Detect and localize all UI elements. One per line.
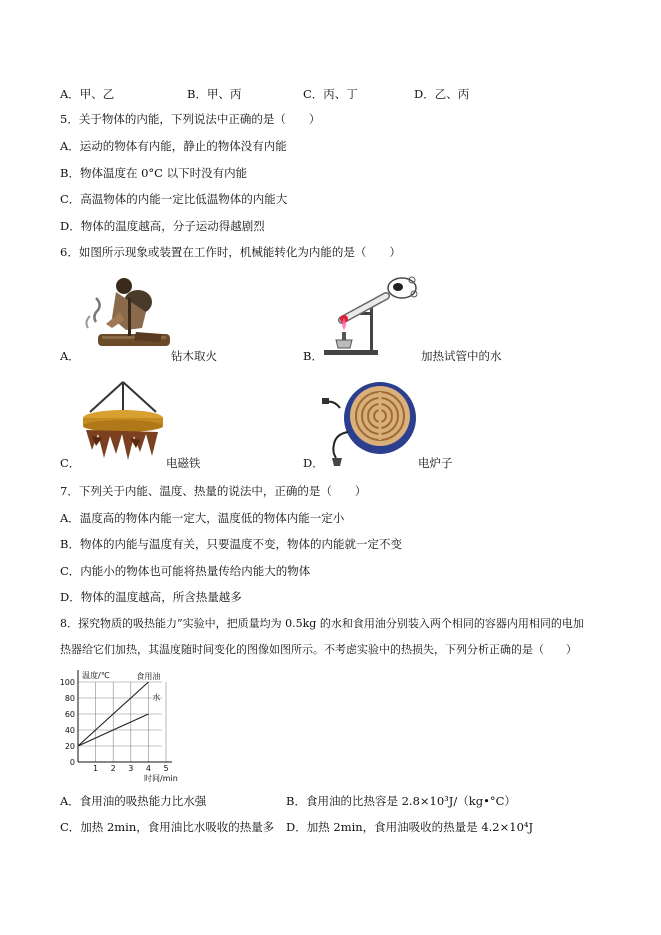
q7-option-c[interactable]: C．内能小的物体也可能将热量传给内能大的物体 — [60, 564, 311, 578]
y-tick-label: 60 — [64, 710, 75, 719]
x-tick-label: 3 — [128, 764, 134, 773]
q5-option-a[interactable]: A．运动的物体有内能，静止的物体没有内能 — [60, 139, 287, 153]
x-tick-label: 5 — [163, 764, 169, 773]
q5-option-b[interactable]: B．物体温度在 0°C 以下时没有内能 — [60, 166, 248, 180]
q6-stem: 6．如图所示现象或装置在工作时，机械能转化为内能的是（ ） — [60, 245, 401, 259]
q7-option-d[interactable]: D．物体的温度越高，所含热量越多 — [60, 590, 242, 604]
y-axis-label: 温度/℃ — [82, 671, 110, 680]
drilling-wood-fire-icon — [76, 272, 176, 358]
heating-test-tube-icon — [322, 272, 422, 358]
x-tick-label: 4 — [145, 764, 151, 773]
q6-option-b-letter[interactable]: B． — [303, 349, 323, 363]
q7-option-b[interactable]: B．物体的内能与温度有关，只要温度不变，物体的内能就一定不变 — [60, 537, 402, 551]
temperature-time-chart — [56, 666, 186, 784]
q5-option-d[interactable]: D．物体的温度越高，分子运动得越剧烈 — [60, 219, 265, 233]
series-label-1: 水 — [152, 693, 161, 702]
q4-option-c[interactable]: C．丙、丁 — [303, 87, 358, 101]
q6-option-d-caption: 电炉子 — [418, 456, 453, 470]
x-tick-label: 2 — [110, 764, 116, 773]
q6-option-b-caption: 加热试管中的水 — [421, 349, 502, 363]
q8-stem-line1: 8．探究物质的吸热能力”实验中，把质量均为 0.5kg 的水和食用油分别装入两个相同的容器内用相同的电加 — [60, 617, 584, 630]
y-tick-label: 20 — [64, 742, 75, 751]
y-tick-label: 40 — [64, 726, 75, 735]
q8-option-a[interactable]: A．食用油的吸热能力比水强 — [60, 794, 207, 808]
y-tick-label: 80 — [64, 694, 75, 703]
q8-stem-line2: 热器给它们加热，其温度随时间变化的图像如图所示。不考虑实验中的热损失，下列分析正确的是（ ） — [60, 643, 577, 656]
x-tick-label: 1 — [93, 764, 99, 773]
electric-stove-icon — [318, 372, 418, 468]
q6-option-c-caption: 电磁铁 — [166, 456, 201, 470]
x-axis-label: 时间/min — [144, 774, 178, 783]
y-tick-label: 100 — [59, 678, 75, 687]
q7-option-a[interactable]: A．温度高的物体内能一定大，温度低的物体内能一定小 — [60, 511, 345, 525]
q6-option-c-letter[interactable]: C． — [60, 456, 81, 470]
q4-option-b[interactable]: B．甲、丙 — [187, 87, 242, 101]
q8-option-b[interactable]: B．食用油的比热容是 2.8×10³J/（kg•°C） — [286, 794, 516, 808]
q4-option-a[interactable]: A．甲、乙 — [60, 87, 115, 101]
q6-option-a-caption: 钻木取火 — [171, 349, 217, 363]
q4-option-d[interactable]: D．乙、丙 — [414, 87, 470, 101]
series-label-0: 食用油 — [136, 672, 161, 681]
q8-option-c[interactable]: C．加热 2min，食用油比水吸收的热量多 — [60, 820, 275, 834]
q5-stem: 5．关于物体的内能，下列说法中正确的是（ ） — [60, 112, 321, 126]
q6-option-a-letter[interactable]: A． — [60, 349, 80, 363]
q7-stem: 7．下列关于内能、温度、热量的说法中，正确的是（ ） — [60, 484, 367, 498]
q8-option-d[interactable]: D．加热 2min，食用油吸收的热量是 4.2×10⁴J — [286, 820, 534, 834]
y-tick-label: 0 — [69, 758, 75, 767]
q6-option-d-letter[interactable]: D． — [303, 456, 324, 470]
electromagnet-crane-icon — [78, 378, 168, 468]
q5-option-c[interactable]: C．高温物体的内能一定比低温物体的内能大 — [60, 192, 288, 206]
